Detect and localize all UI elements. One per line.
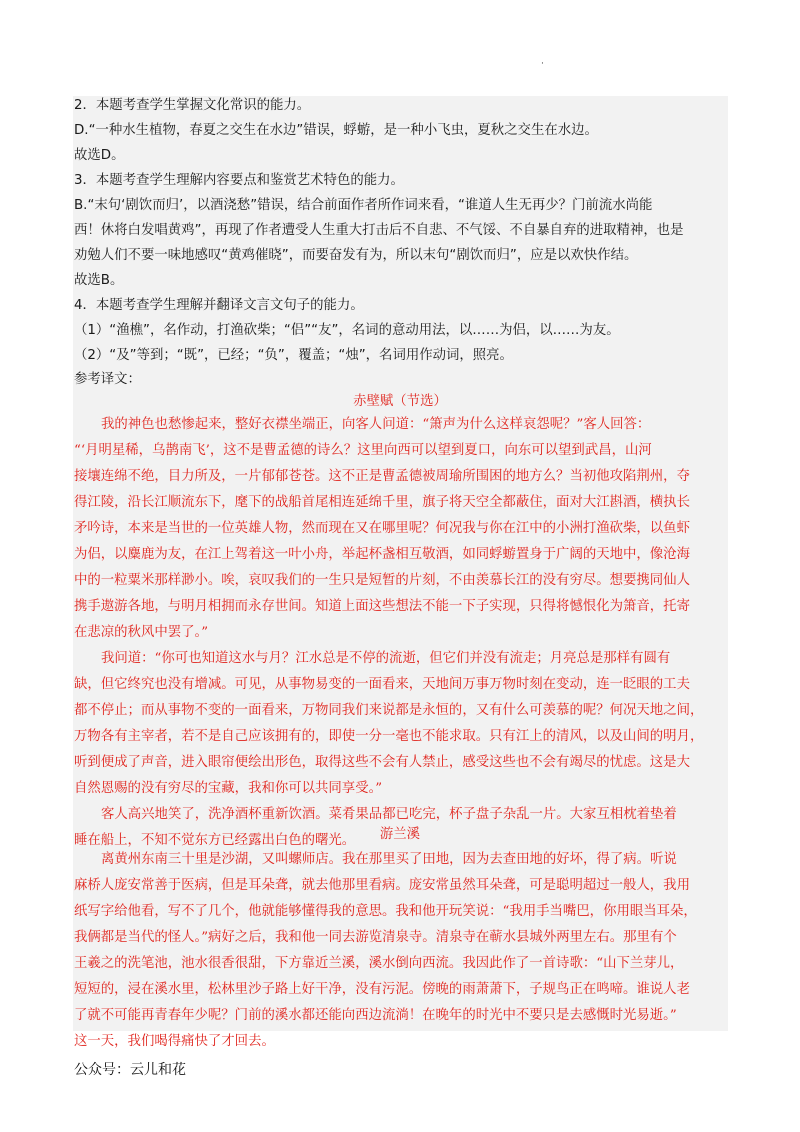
- text-line: 纸写字给他看，写不了几个，他就能够懂得我的意思。我和他开玩笑说：“我用手当嘴巴，你用眼当耳朵，: [74, 904, 697, 919]
- q2-choice: 故选D。: [74, 148, 125, 163]
- text-line: 万物各有主宰者，若不是自己应该拥有的，即使一分一毫也不能求取。只有江上的清风，以及山间的明月，: [74, 729, 704, 744]
- q2-explanation: D.“一种水生植物，春夏之交生在水边”错误，蜉蝣，是一种小飞虫，夏秋之交生在水边。: [74, 123, 598, 138]
- page-mark: ·: [541, 59, 544, 69]
- q2-heading: 2．本题考查学生掌握文化常识的能力。: [74, 98, 311, 113]
- translation-title-youlanxi: 游兰溪: [379, 827, 421, 842]
- text-line: 携手遨游各地，与明月相拥而永存世间。知道上面这些想法不能一下子实现，只得将憾恨化为箫音，托寄: [74, 599, 690, 614]
- text-line: 我问道：“你可也知道这水与月？江水总是不停的流逝，但它们并没有流走；月亮总是那样有圆有: [101, 651, 671, 666]
- q4-point-2: （2）“及”等到；“既”，已经；“负”，覆盖；“烛”，名词用作动词，照亮。: [74, 348, 513, 363]
- text-line: 为侣，以麋鹿为友，在江上驾着这一叶小舟，举起杯盏相互敬酒，如同蜉蝣置身于广阔的天地中，像沧海: [74, 547, 690, 562]
- text-line: 麻桥人庞安常善于医病，但是耳朵聋，就去他那里看病。庞安常虽然耳朵聋，可是聪明超过一般人，我用: [74, 878, 690, 893]
- text-line: 睡在船上，不知不觉东方已经露出白色的曙光。: [74, 833, 356, 848]
- q3-line-2: 西！休将白发唱黄鸡”，再现了作者遭受人生重大打击后不自悲、不气馁、不自暴自弃的进取精神，也是: [74, 223, 684, 238]
- text-line: 这一天，我们喝得痛快了才回去。: [74, 1034, 275, 1049]
- text-line: 自然恩赐的没有穷尽的宝藏，我和你可以共同享受。”: [74, 781, 383, 796]
- text-line: 在悲凉的秋风中罢了。”: [74, 625, 209, 640]
- text-line: “‘月明星稀，乌鹊南飞’，这不是曹孟德的诗么？这里向西可以望到夏口，向东可以望到武昌，山河: [74, 443, 652, 458]
- text-line: 中的一粒粟米那样渺小。唉，哀叹我们的一生只是短暂的片刻，不由羡慕长江的没有穷尽。想要携同仙人: [74, 573, 690, 588]
- q3-line-1: B.“末句‘剧饮而归’，以酒浇愁”错误，结合前面作者所作词来看，“谁道人生无再少？门前流水尚能: [74, 198, 653, 213]
- text-line: 缺，但它终究也没有增减。可见，从事物易变的一面看来，天地间万事万物时刻在变动，连一眨眼的工夫: [74, 677, 690, 692]
- text-line: 接壤连绵不绝，目力所及，一片郁郁苍苍。这不正是曹孟德被周瑜所围困的地方么？当初他攻陷荆州，夺: [74, 469, 690, 484]
- text-line: 听到便成了声音，进入眼帘便绘出形色，取得这些不会有人禁止，感受这些也不会有竭尽的忧虑。这是大: [74, 755, 690, 770]
- footer-account: 公众号：云儿和花: [74, 1061, 186, 1077]
- translation-title-chibifu: 赤壁赋（节选）: [353, 394, 447, 409]
- text-line: 王羲之的洗笔池，池水很香很甜，下方靠近兰溪，溪水倒向西流。我因此作了一首诗歌：“山下兰芽儿，: [74, 956, 684, 971]
- q3-heading: 3．本题考查学生理解内容要点和鉴赏艺术特色的能力。: [74, 173, 404, 188]
- text-line: 客人高兴地笑了，洗净酒杯重新饮酒。菜肴果品都已吃完，杯子盘子杂乱一片。大家互相枕着垫着: [101, 807, 677, 822]
- q4-heading: 4．本题考查学生理解并翻译文言文句子的能力。: [74, 298, 364, 313]
- text-line: 我俩都是当代的怪人。”病好之后，我和他一同去游览清泉寺。清泉寺在蕲水县城外两里左右。那里有个: [74, 930, 677, 945]
- q3-line-3: 劝勉人们不要一味地感叹“黄鸡催晓”，而要奋发有为，所以末句“剧饮而归”，应是以欢快作结。: [74, 248, 638, 263]
- text-line: 都不停止；而从事物不变的一面看来，万物同我们来说都是永恒的，又有什么可羡慕的呢？何况天地之间，: [74, 703, 704, 718]
- q4-point-1: （1）“渔樵”，名作动，打渔砍柴；“侣”“友”，名词的意动用法，以……为侣，以……为友。: [74, 323, 620, 338]
- translation-youlanxi: [74, 850, 726, 1058]
- text-line: 得江陵，沿长江顺流东下，麾下的战船首尾相连延绵千里，旗子将天空全都蔽住，面对大江斟酒，横执长: [74, 495, 690, 510]
- q3-choice: 故选B。: [74, 273, 124, 288]
- text-line: 离黄州东南三十里是沙湖，又叫螺师店。我在那里买了田地，因为去查田地的好坏，得了病。听说: [101, 852, 677, 867]
- text-line: 了就不可能再青春年少呢？门前的溪水都还能向西边流淌！在晚年的时光中不要只是去感慨时光易逝。”: [74, 1008, 677, 1023]
- text-line: 矛吟诗，本来是当世的一位英雄人物，然而现在又在哪里呢？何况我与你在江中的小洲打渔砍柴，以鱼虾: [74, 521, 690, 536]
- reference-translation-label: 参考译文：: [74, 372, 141, 387]
- translation-chibifu: [74, 415, 726, 857]
- text-line: 短短的，浸在溪水里，松林里沙子路上好干净，没有污泥。傍晚的雨萧萧下，子规鸟正在鸣啼。谁说人老: [74, 982, 690, 997]
- text-line: 我的神色也愁惨起来，整好衣襟坐端正，向客人问道：“箫声为什么这样哀怨呢？”客人回答：: [101, 417, 651, 432]
